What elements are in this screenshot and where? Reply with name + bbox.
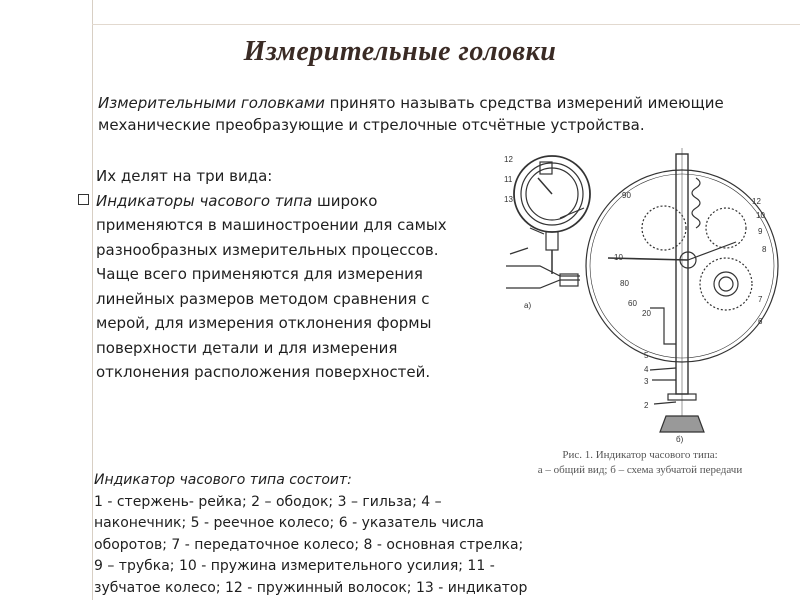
figure-a-label: а): [524, 301, 532, 310]
callout-number: 12: [752, 197, 761, 206]
caption-line-2: а – общий вид; б – схема зубчатой передачи: [537, 464, 743, 476]
dial-number: 10: [614, 253, 623, 262]
intro-paragraph: [98, 92, 778, 136]
callout-number: 12: [504, 155, 513, 164]
types-line: применяются в машиностроении для самых: [96, 216, 447, 234]
parts-paragraph: [94, 470, 554, 599]
intro-rest: принято называть средства измерений имеющие механические преобразующие и стрелочные отсчётные устройства.: [98, 94, 724, 134]
parts-line: оборотов; 7 - передаточное колесо; 8 - основная стрелка;: [94, 536, 524, 553]
types-line: Чаще всего применяются для измерения: [96, 265, 423, 283]
types-bullet: [76, 189, 486, 214]
dial-number: 80: [620, 279, 629, 288]
slide-divider: [92, 24, 800, 25]
callout-number: 4: [644, 365, 649, 374]
types-line: линейных размеров методом сравнения с: [96, 289, 430, 308]
types-line: поверхности детали и для измерения: [96, 338, 398, 357]
dial-indicator-figure: [500, 148, 780, 444]
gear-scheme-drawing: [586, 148, 778, 432]
callout-number: 6: [758, 317, 763, 326]
callout-number: 5: [644, 351, 649, 360]
callout-number: 11: [504, 175, 513, 184]
slide-title: Измерительные головки: [243, 36, 557, 67]
types-lead: Их делят на три вида:: [96, 167, 273, 185]
parts-heading: Индикатор часового типа состоит:: [94, 472, 352, 488]
general-view-drawing: [506, 156, 590, 288]
types-line: отклонения расположения поверхностей.: [96, 363, 431, 381]
callout-number: 7: [758, 295, 763, 304]
figure-b-label: б): [676, 435, 684, 444]
bullet-term: Индикаторы часового типа: [96, 191, 313, 210]
types-line: разнообразных измерительных процессов.: [96, 240, 439, 259]
bullet-rest: широко: [312, 191, 378, 210]
intro-term: Измерительными головками: [98, 94, 325, 112]
callout-number: 10: [756, 211, 765, 220]
checkbox-bullet-icon: [78, 194, 89, 205]
parts-line: наконечник; 5 - реечное колесо; 6 - указатель числа: [94, 515, 484, 531]
caption-line-1: Рис. 1. Индикатор часового типа:: [562, 449, 718, 461]
parts-line: зубчатое колесо; 12 - пружинный волосок; 13 - индикатор: [94, 579, 528, 596]
dial-number: 90: [622, 191, 631, 200]
dial-number: 20: [642, 309, 651, 318]
parts-line: 9 – трубка; 10 - пружина измерительного усилия; 11 -: [94, 558, 495, 574]
dial-number: 60: [628, 299, 637, 308]
callout-number: 8: [762, 245, 767, 254]
parts-line: 1 - стержень- рейка; 2 – ободок; 3 – гильза; 4 –: [94, 493, 442, 510]
callout-number: 2: [644, 401, 649, 410]
callout-number: 13: [504, 195, 513, 204]
types-paragraph: [76, 164, 486, 385]
types-line: мерой, для измерения отклонения формы: [96, 314, 432, 332]
callout-number: 9: [758, 227, 763, 236]
callout-number: 3: [644, 377, 649, 386]
